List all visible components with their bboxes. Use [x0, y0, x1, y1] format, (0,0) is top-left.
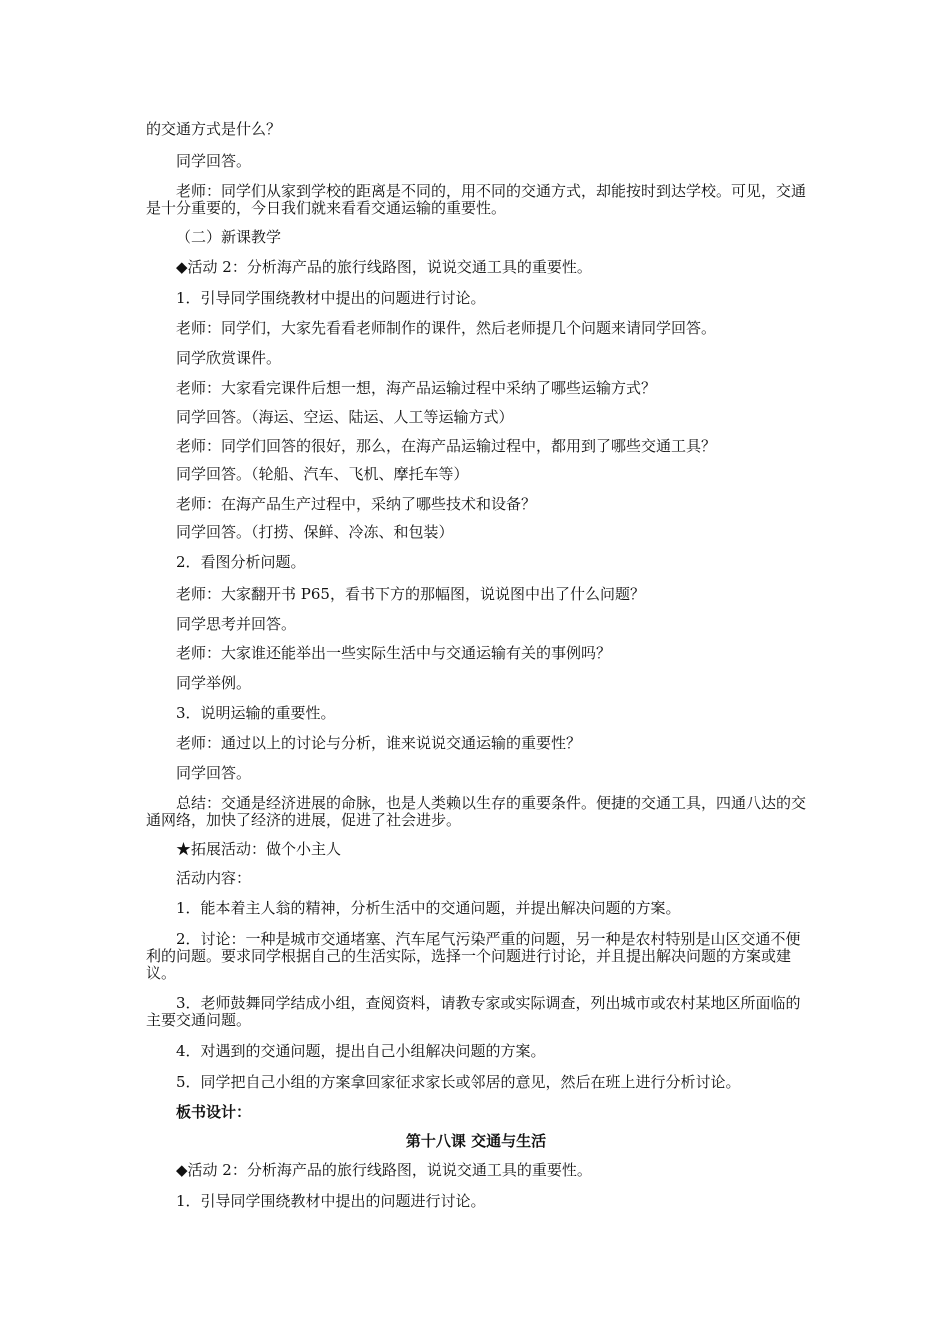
- extension-activity-heading: ★拓展活动：做个小主人: [176, 840, 342, 858]
- activity-item-4: 4．对遇到的交通问题，提出自己小组解决问题的方案。: [176, 1042, 546, 1060]
- activity-item-1: 1．能本着主人翁的精神，分析生活中的交通问题，并提出解决问题的方案。: [176, 899, 681, 917]
- activity-2-heading: ◆活动 2：分析海产品的旅行线路图，说说交通工具的重要性。: [176, 258, 592, 276]
- paragraph-student-tech: 同学回答。（打捞、保鲜、冷冻、和包装）: [176, 523, 454, 541]
- step-3-heading: 3．说明运输的重要性。: [176, 704, 336, 722]
- paragraph-student-watch: 同学欣赏课件。: [176, 349, 282, 367]
- step-1-heading: 1．引导同学围绕教材中提出的问题进行讨论。: [176, 289, 486, 307]
- paragraph-teacher-examples: 老师：大家谁还能举出一些实际生活中与交通运输有关的事例吗？: [176, 644, 612, 662]
- paragraph-student-answer-2: 同学回答。: [176, 764, 252, 782]
- board-design-label: 板书设计：: [176, 1103, 252, 1121]
- paragraph-teacher-methods: 老师：大家看完课件后想一想，海产品运输过程中采纳了哪些运输方式？: [176, 379, 657, 397]
- activity-item-3: 3．老师鼓舞同学结成小组，查阅资料，请教专家或实际调查，列出城市或农村某地区所面临的主要交通问题。: [146, 994, 801, 1029]
- paragraph-question-tail: 的交通方式是什么？: [146, 120, 282, 138]
- paragraph-student-examples: 同学举例。: [176, 674, 252, 692]
- paragraph-teacher-tech: 老师：在海产品生产过程中，采纳了哪些技术和设备？: [176, 495, 537, 513]
- paragraph-summary: 总结：交通是经济进展的命脉，也是人类赖以生存的重要条件。便捷的交通工具，四通八达的交通网络，加快了经济的进展，促进了社会进步。: [146, 794, 807, 829]
- paragraph-student-answer: 同学回答。: [176, 152, 252, 170]
- paragraph-student-methods: 同学回答。（海运、空运、陆运、人工等运输方式）: [176, 408, 514, 426]
- board-activity-2: ◆活动 2：分析海产品的旅行线路图，说说交通工具的重要性。: [176, 1161, 592, 1179]
- paragraph-teacher-importance: 老师：通过以上的讨论与分析，谁来说说交通运输的重要性？: [176, 734, 582, 752]
- board-step-1: 1．引导同学围绕教材中提出的问题进行讨论。: [176, 1192, 486, 1210]
- paragraph-student-tools: 同学回答。（轮船、汽车、飞机、摩托车等）: [176, 465, 469, 483]
- paragraph-teacher-book: 老师：大家翻开书 P65，看书下方的那幅图，说说图中出了什么问题？: [176, 585, 645, 603]
- activity-item-2: 2．讨论：一种是城市交通堵塞、汽车尾气污染严重的问题，另一种是农村特别是山区交通不便利的问题。要求同学根据自己的生活实际，选择一个问题进行讨论，并且提出解决问题的方案或建议。: [146, 930, 801, 982]
- paragraph-teacher-courseware: 老师：同学们，大家先看看老师制作的课件，然后老师提几个问题来请同学回答。: [176, 319, 717, 337]
- activity-item-5: 5．同学把自己小组的方案拿回家征求家长或邻居的意见，然后在班上进行分析讨论。: [176, 1073, 741, 1091]
- board-title: 第十八课 交通与生活: [405, 1132, 547, 1150]
- activity-content-label: 活动内容：: [176, 869, 252, 887]
- section-heading-new-lesson: （二）新课教学: [176, 228, 282, 246]
- step-2-heading: 2．看图分析问题。: [176, 553, 306, 571]
- paragraph-teacher-intro: 老师：同学们从家到学校的距离是不同的，用不同的交通方式，却能按时到达学校。可见，交通是十分重要的，今日我们就来看看交通运输的重要性。: [146, 182, 807, 217]
- paragraph-student-think: 同学思考并回答。: [176, 615, 297, 633]
- paragraph-teacher-tools: 老师：同学们回答的很好，那么，在海产品运输过程中，都用到了哪些交通工具？: [176, 437, 717, 455]
